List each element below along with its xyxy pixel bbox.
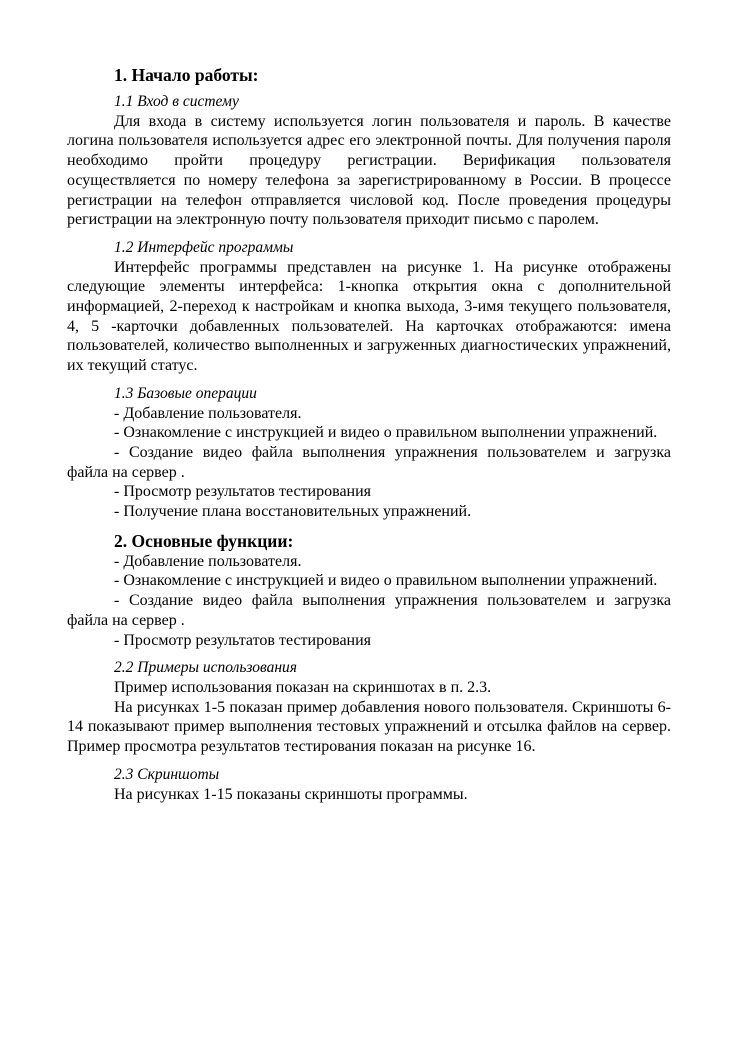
subsection-2-2-heading: 2.2 Примеры использования [114,659,298,677]
list-item: - Просмотр результатов тестирования [114,631,372,649]
subsection-1-1-heading: 1.1 Вход в систему [114,93,239,110]
paragraph: На рисунках 1-15 показаны скриншоты программы. [114,785,468,803]
subsection-2-2 [67,658,671,757]
list-item: - Создание видео файла выполнения упражнения пользователем и загрузка файла на сервер . [67,443,671,481]
subsection-1-2-heading: 1.2 Интерфейс программы [114,238,294,256]
subsection-1-2 [67,238,671,376]
paragraph: Пример использования показан на скриншотах в п. 2.3. [114,678,492,696]
section-1-heading: 1. Начало работы: [114,65,259,85]
paragraph: Интерфейс программы представлен на рисунке 1. На рисунке отображены следующие элементы интерфейса: 1-кнопка открытия окна с дополнительной информацией, 2-переход к настройкам и кнопка выхода, 3-имя текущего пользователя, 4, 5 -карточки добавленных пользователей. На карточках отображаются: имена пользователей, количество выполненных и загруженных диагностических упражнений, их текущий статус. [67,258,671,375]
list-item: - Получение плана восстановительных упражнений. [114,503,472,521]
section-2-heading: 2. Основные функции: [114,530,294,551]
subsection-1-3 [67,384,671,522]
subsection-1-3-heading: 1.3 Базовые операции [114,384,257,402]
list-item: - Ознакомление с инструкцией и видео о правильном выполнении упражнений. [114,424,658,442]
document-page [67,64,671,812]
subsection-2-3-heading: 2.3 Скриншоты [114,765,220,783]
list-item: - Просмотр результатов тестирования [114,483,372,501]
list-item: - Создание видео файла выполнения упражнения пользователем и загрузка файла на сервер . [67,592,671,629]
list-item: - Добавление пользователя. [114,404,302,422]
list-item: - Добавление пользователя. [114,552,302,570]
section-2-list [67,552,671,651]
list-item: - Ознакомление с инструкцией и видео о правильном выполнении упражнений. [114,572,658,590]
paragraph: На рисунках 1-5 показан пример добавления нового пользователя. Скриншоты 6-14 показывают пример выполнения тестовых упражнений и отсылка файлов на сервер. Пример просмотра результатов тестирования показан на рисунке 16. [67,698,671,756]
subsection-1-1 [67,92,671,230]
subsection-2-3 [67,765,671,804]
paragraph: Для входа в систему используется логин пользователя и пароль. В качестве логина пользователя используется адрес его электронной почты. Для получения пароля необходимо пройти процедуру регистрации. Верификация пользователя осуществляется по номеру телефона за зарегистрированному в России. В процессе регистрации на телефон отправляется числовой код. После проведения процедуры регистрации на электронную почту пользователя приходит письмо с паролем. [67,112,671,229]
